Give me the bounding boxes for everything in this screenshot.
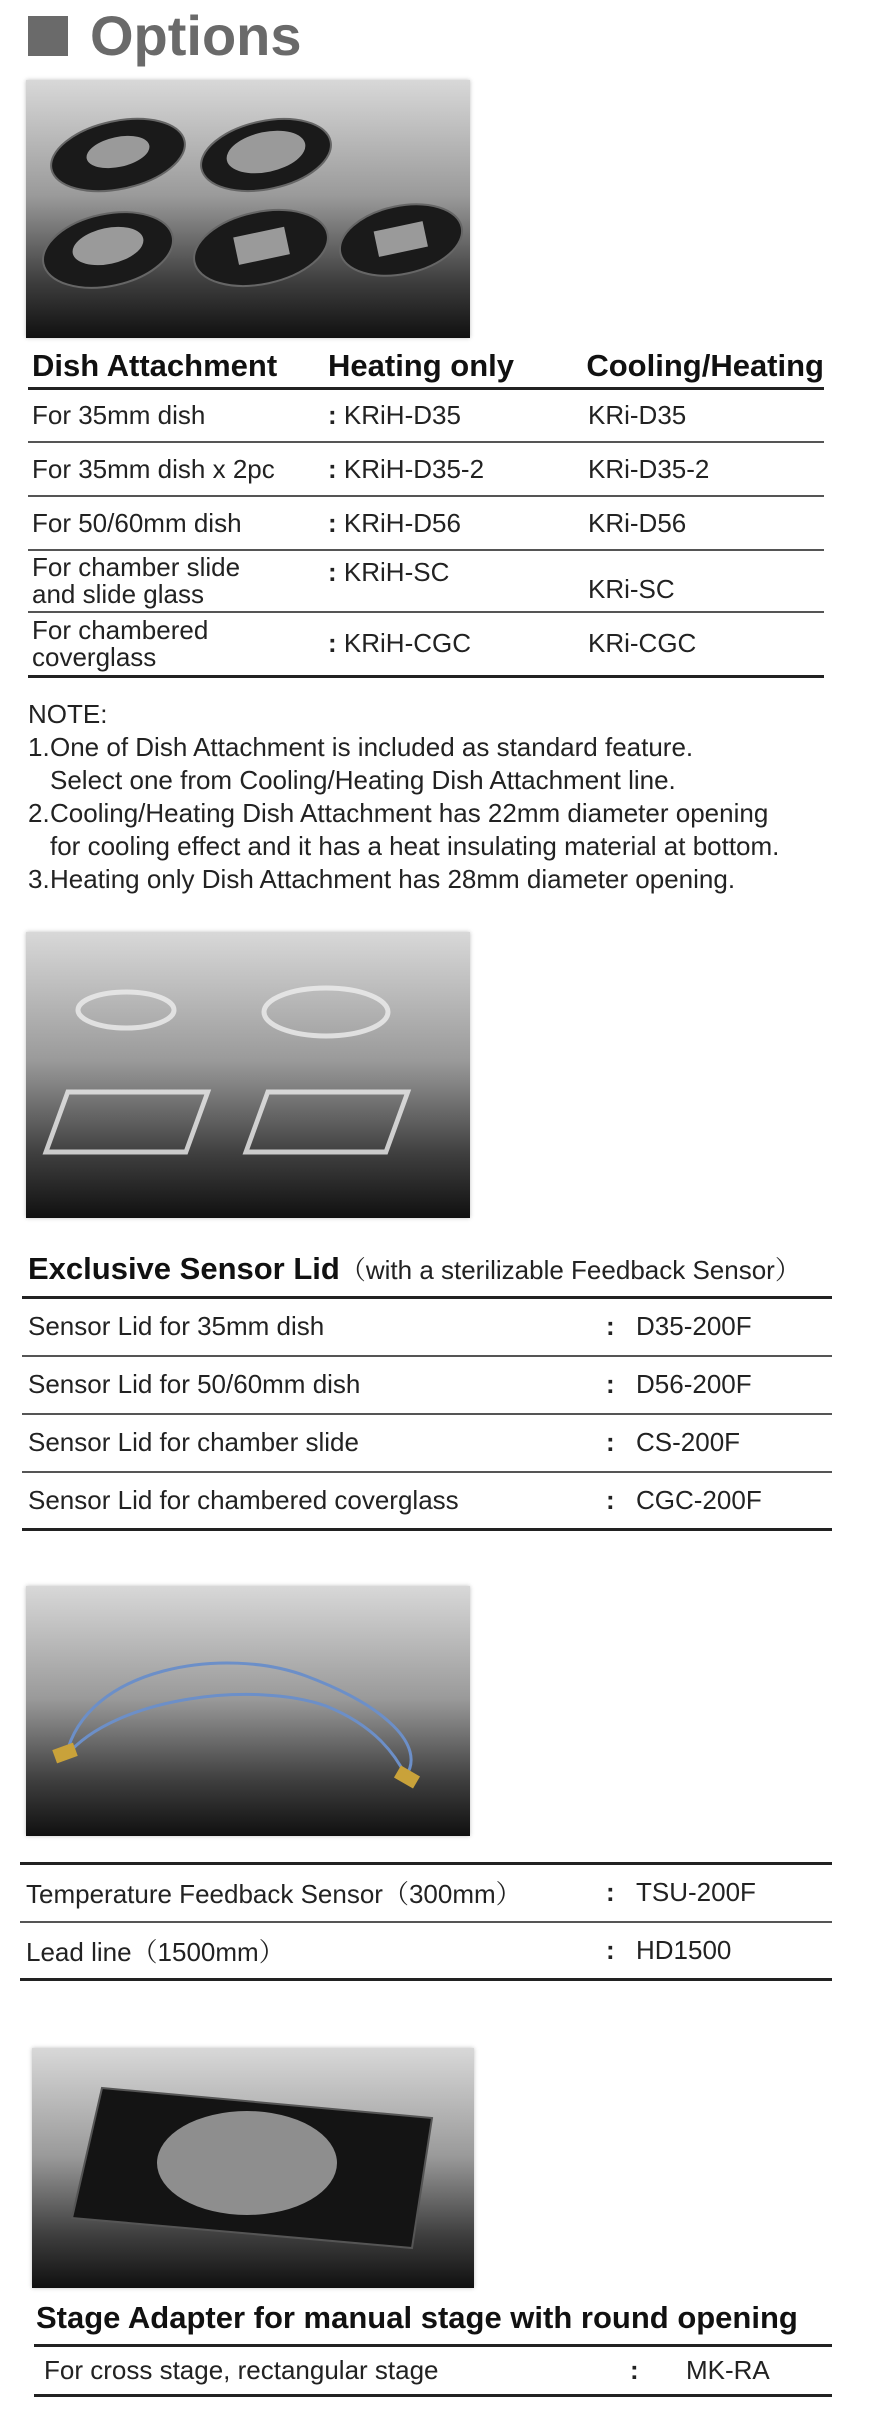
row-label-line1: For chamber slide xyxy=(32,552,241,582)
heating-code: KRiH-D35 xyxy=(343,399,461,430)
dish-attachment-photo xyxy=(26,80,470,338)
row-label: Temperature Feedback Sensor（300mm） xyxy=(26,1879,522,1910)
row-label: Lead line（1500mm） xyxy=(26,1936,285,1967)
page-title: Options xyxy=(90,4,302,67)
table-row xyxy=(20,1922,832,1980)
cooling-code: KRi-D35-2 xyxy=(588,453,710,484)
colon: : xyxy=(328,628,337,659)
stage-adapter-photo xyxy=(32,2048,474,2288)
note-item-2-cont: for cooling effect and it has a heat insulating material at bottom. xyxy=(50,831,780,861)
page-heading xyxy=(28,6,302,66)
colon: : xyxy=(328,557,337,587)
row-label: For cross stage, rectangular stage xyxy=(44,2355,439,2385)
table-row xyxy=(22,1298,832,1356)
product-code: TSU-200F xyxy=(636,1877,756,1908)
table-row xyxy=(28,612,824,676)
product-code: CS-200F xyxy=(636,1427,741,1457)
row-label: Sensor Lid for 35mm dish xyxy=(28,1311,325,1342)
table-row xyxy=(20,1864,832,1922)
note-title: NOTE: xyxy=(28,699,108,729)
feedback-sensor-table xyxy=(20,1862,832,1981)
col-header-cooling-heating: Cooling/Heating xyxy=(586,348,824,384)
col-header-dish-attachment: Dish Attachment xyxy=(32,348,278,384)
table-row xyxy=(22,1356,832,1414)
table-row xyxy=(22,1414,832,1472)
colon: : xyxy=(606,1877,615,1908)
colon: : xyxy=(328,399,337,430)
sensor-lid-photo xyxy=(26,932,470,1218)
product-code: MK-RA xyxy=(686,2355,770,2385)
colon: : xyxy=(606,1484,615,1515)
colon: : xyxy=(606,1427,615,1457)
row-label-line2: and slide glass xyxy=(32,579,204,609)
colon: : xyxy=(630,2355,639,2385)
note-item-1-cont: Select one from Cooling/Heating Dish Attachment line. xyxy=(50,765,676,795)
stage-adapter-table xyxy=(34,2344,832,2397)
stage-adapter-title: Stage Adapter for manual stage with round opening xyxy=(36,2300,798,2335)
table-header-row xyxy=(28,338,824,388)
table-row xyxy=(28,442,824,496)
colon: : xyxy=(606,1311,615,1342)
row-label xyxy=(28,550,328,612)
cooling-code: KRi-SC xyxy=(588,574,675,604)
row-label-line1: For chambered xyxy=(32,614,209,645)
row-label xyxy=(28,612,328,676)
product-code: D35-200F xyxy=(636,1311,752,1342)
note-item-3: 3.Heating only Dish Attachment has 28mm diameter opening. xyxy=(28,864,736,894)
row-label: For 35mm dish x 2pc xyxy=(32,453,275,484)
colon: : xyxy=(328,507,337,538)
heating-code: KRiH-SC xyxy=(343,557,450,587)
product-code: D56-200F xyxy=(636,1369,752,1399)
sensor-lid-table xyxy=(22,1296,832,1531)
cooling-code: KRi-CGC xyxy=(588,628,697,659)
note-item-2: 2.Cooling/Heating Dish Attachment has 22mm diameter opening xyxy=(28,798,769,828)
row-label: Sensor Lid for 50/60mm dish xyxy=(28,1369,361,1399)
dish-attachment-table xyxy=(28,338,824,678)
row-label: Sensor Lid for chamber slide xyxy=(28,1427,359,1457)
table-row xyxy=(22,1472,832,1530)
table-row xyxy=(34,2346,832,2396)
table-row xyxy=(28,550,824,612)
row-label: Sensor Lid for chambered coverglass xyxy=(28,1484,459,1515)
note-item-1: 1.One of Dish Attachment is included as standard feature. xyxy=(28,732,694,762)
cooling-code: KRi-D35 xyxy=(588,399,687,430)
sensor-lid-header xyxy=(28,1250,868,1287)
heating-code: KRiH-CGC xyxy=(343,628,472,659)
heating-code: KRiH-D35-2 xyxy=(343,453,485,484)
row-label-line2: coverglass xyxy=(32,641,157,672)
heading-square-icon xyxy=(28,16,68,56)
colon: : xyxy=(606,1934,615,1965)
sensor-lid-title: Exclusive Sensor Lid xyxy=(28,1251,340,1286)
table-row xyxy=(28,496,824,550)
colon: : xyxy=(606,1369,615,1399)
sensor-lid-subtitle: （with a sterilizable Feedback Sensor） xyxy=(339,1255,801,1285)
colon: : xyxy=(328,453,337,484)
table-row xyxy=(28,388,824,442)
product-code: HD1500 xyxy=(636,1934,732,1965)
feedback-sensor-photo xyxy=(26,1586,470,1836)
note-block xyxy=(28,698,868,896)
heating-code: KRiH-D56 xyxy=(343,507,461,538)
row-label: For 50/60mm dish xyxy=(32,507,242,538)
row-label: For 35mm dish xyxy=(32,399,206,430)
product-code: CGC-200F xyxy=(636,1484,762,1515)
col-header-heating-only: Heating only xyxy=(328,348,515,384)
cooling-code: KRi-D56 xyxy=(588,507,687,538)
